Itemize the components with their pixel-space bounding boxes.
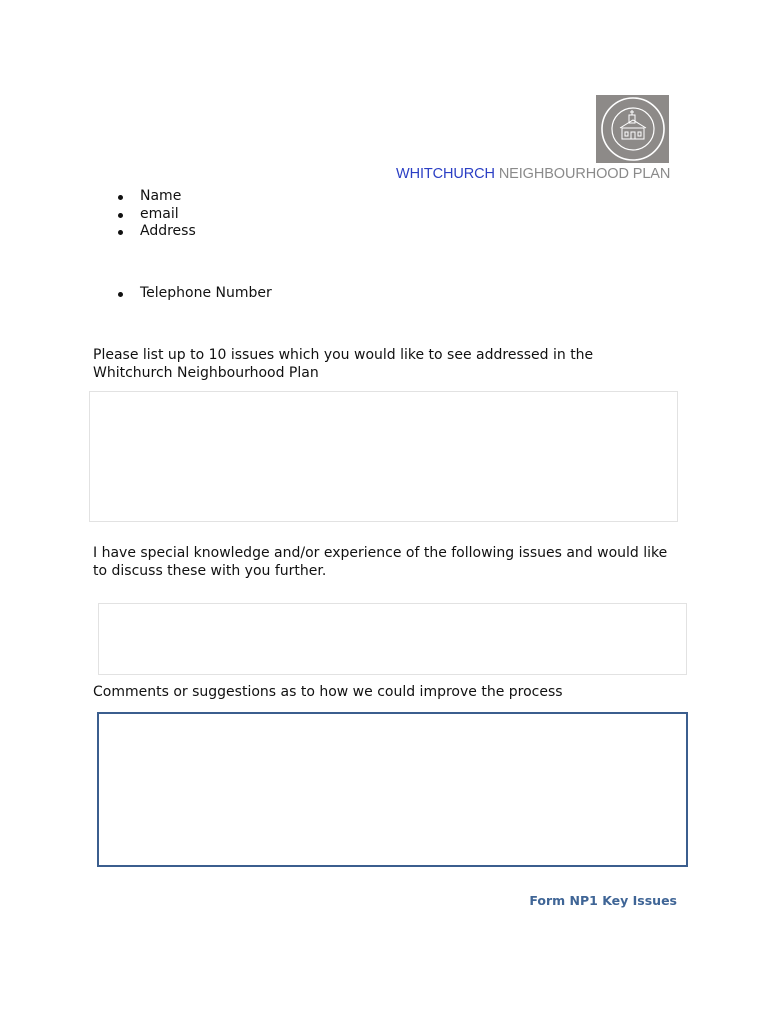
comments-prompt: Comments or suggestions as to how we could improve the process	[93, 684, 563, 700]
issues-prompt: Please list up to 10 issues which you would like to see addressed in the Whitchurch Neighbourhood Plan	[93, 347, 594, 381]
seal-emblem-icon	[599, 95, 667, 163]
knowledge-prompt: I have special knowledge and/or experience of the following issues and would like to discuss these with you further.	[93, 545, 668, 579]
comments-textbox[interactable]	[97, 712, 688, 867]
issues-textbox[interactable]	[89, 391, 678, 522]
form-identifier: Form NP1 Key Issues	[529, 893, 677, 908]
list-item: Telephone Number	[110, 285, 272, 303]
knowledge-textbox[interactable]	[98, 603, 687, 675]
plan-title	[396, 166, 670, 182]
contact-fields-list	[110, 188, 196, 241]
list-item: Name	[110, 188, 196, 206]
brand-secondary-text: NEIGHBOURHOOD PLAN	[498, 166, 671, 182]
list-item: email	[110, 206, 196, 224]
parish-seal-logo	[596, 95, 669, 163]
contact-fields-list-2	[110, 285, 272, 303]
brand-primary-text: WHITCHURCH	[396, 166, 495, 182]
list-item: Address	[110, 223, 196, 241]
